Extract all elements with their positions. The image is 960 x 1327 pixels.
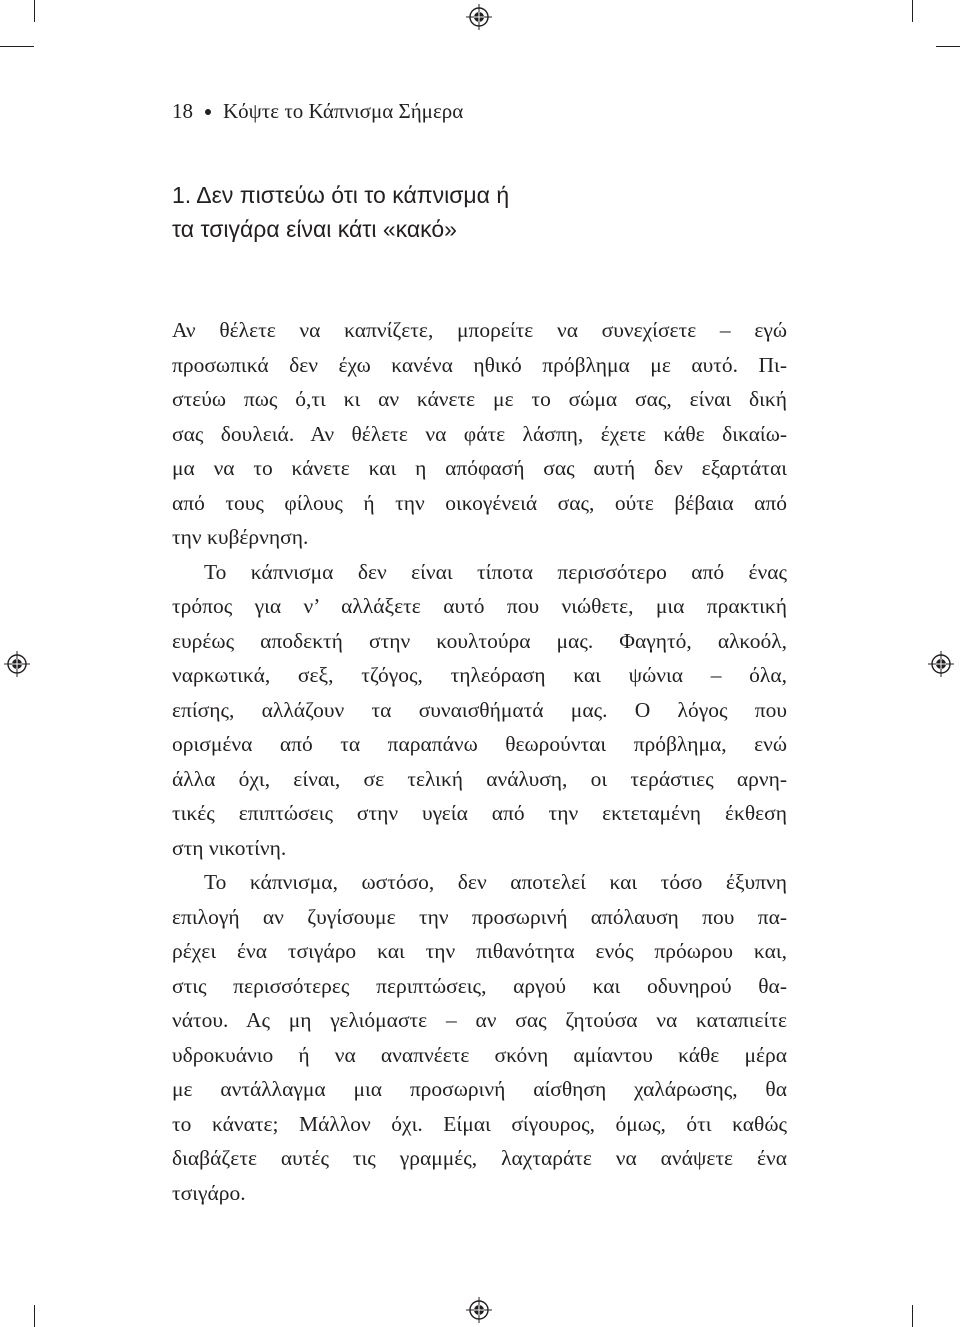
text-line: νάτου. Ας μη γελιόμαστε – αν σας ζητούσα να καταπιείτε — [172, 1008, 787, 1032]
text-line: ευρέως αποδεκτή στην κουλτούρα μας. Φαγητό, αλκοόλ, — [172, 628, 787, 653]
running-title: Κόψτε το Κάπνισμα Σήμερα — [223, 99, 464, 123]
crop-mark-top-left-vertical — [34, 0, 35, 22]
text-line: μα να το κάνετε και η απόφασή σας αυτή δεν εξαρτάται — [172, 456, 787, 480]
text-line: διαβάζετε αυτές τις γραμμές, λαχταράτε να ανάψετε ένα — [172, 1146, 787, 1170]
text-line: ναρκωτικά, σεξ, τζόγος, τηλεόραση και ψώνια – όλα, — [172, 663, 787, 687]
registration-mark-icon — [4, 651, 30, 677]
crop-mark-bottom-right-vertical — [912, 1305, 913, 1327]
text-line: με αντάλλαγμα μια προσωρινή αίσθηση χαλάρωσης, θα — [172, 1077, 787, 1101]
registration-mark-icon — [466, 1297, 492, 1323]
text-line: στις περισσότερες περιπτώσεις, αργού και οδυνηρού θα- — [172, 973, 787, 998]
text-line: στεύω πως ό,τι κι αν κάνετε με το σώμα σας, είναι δική — [172, 387, 787, 411]
page-number: 18 — [172, 99, 193, 123]
text-line: ρέχει ένα τσιγάρο και την πιθανότητα ενός πρόωρου και, — [172, 939, 787, 963]
text-line: ορισμένα από τα παραπάνω θεωρούνται πρόβλημα, ενώ — [172, 732, 787, 756]
crop-mark-top-right-vertical — [912, 0, 913, 22]
registration-mark-icon — [928, 651, 954, 677]
text-line: τικές επιπτώσεις στην υγεία από την εκτεταμένη έκθεση — [172, 801, 787, 825]
text-line: στη νικοτίνη. — [172, 835, 287, 860]
crop-mark-top-left-horizontal — [0, 46, 34, 47]
text-line: σας δουλειά. Αν θέλετε να φάτε λάσπη, έχετε κάθε δικαίω- — [172, 421, 787, 446]
text-line: άλλα όχι, είναι, σε τελική ανάλυση, οι τεράστιες αρνη- — [172, 766, 787, 791]
section-heading-line: 1. Δεν πιστεύω ότι το κάπνισμα ή — [172, 182, 510, 208]
running-header — [172, 96, 463, 126]
text-line: τσιγάρο. — [172, 1180, 246, 1205]
text-line: επίσης, αλλάζουν τα συναισθήματά μας. Ο λόγος που — [172, 697, 787, 722]
text-line: Το κάπνισμα, ωστόσο, δεν αποτελεί και τόσο έξυπνη — [204, 870, 787, 894]
text-line: προσωπικά δεν έχω κανένα ηθικό πρόβλημα με αυτό. Πι- — [172, 352, 787, 377]
bullet-separator — [205, 109, 211, 115]
section-heading — [172, 178, 792, 246]
text-line: το κάνατε; Μάλλον όχι. Είμαι σίγουρος, όμως, ότι καθώς — [172, 1111, 787, 1136]
text-line: από τους φίλους ή την οικογένειά σας, ούτε βέβαια από — [172, 490, 787, 515]
section-heading-line: τα τσιγάρα είναι κάτι «κακό» — [172, 216, 457, 242]
text-line: την κυβέρνηση. — [172, 525, 309, 549]
body-text — [172, 313, 787, 1210]
text-line: Το κάπνισμα δεν είναι τίποτα περισσότερο από ένας — [204, 559, 787, 584]
text-line: τρόπος για ν’ αλλάξετε αυτό που νιώθετε, μια πρακτική — [172, 594, 787, 618]
crop-mark-bottom-left-vertical — [34, 1305, 35, 1327]
text-line: Αν θέλετε να καπνίζετε, μπορείτε να συνεχίσετε – εγώ — [172, 318, 787, 342]
text-line: επιλογή αν ζυγίσουμε την προσωρινή απόλαυση που πα- — [172, 904, 787, 929]
crop-mark-top-right-horizontal — [936, 46, 960, 47]
text-line: υδροκυάνιο ή να αναπνέετε σκόνη αμίαντου κάθε μέρα — [172, 1042, 787, 1067]
registration-mark-icon — [466, 4, 492, 30]
